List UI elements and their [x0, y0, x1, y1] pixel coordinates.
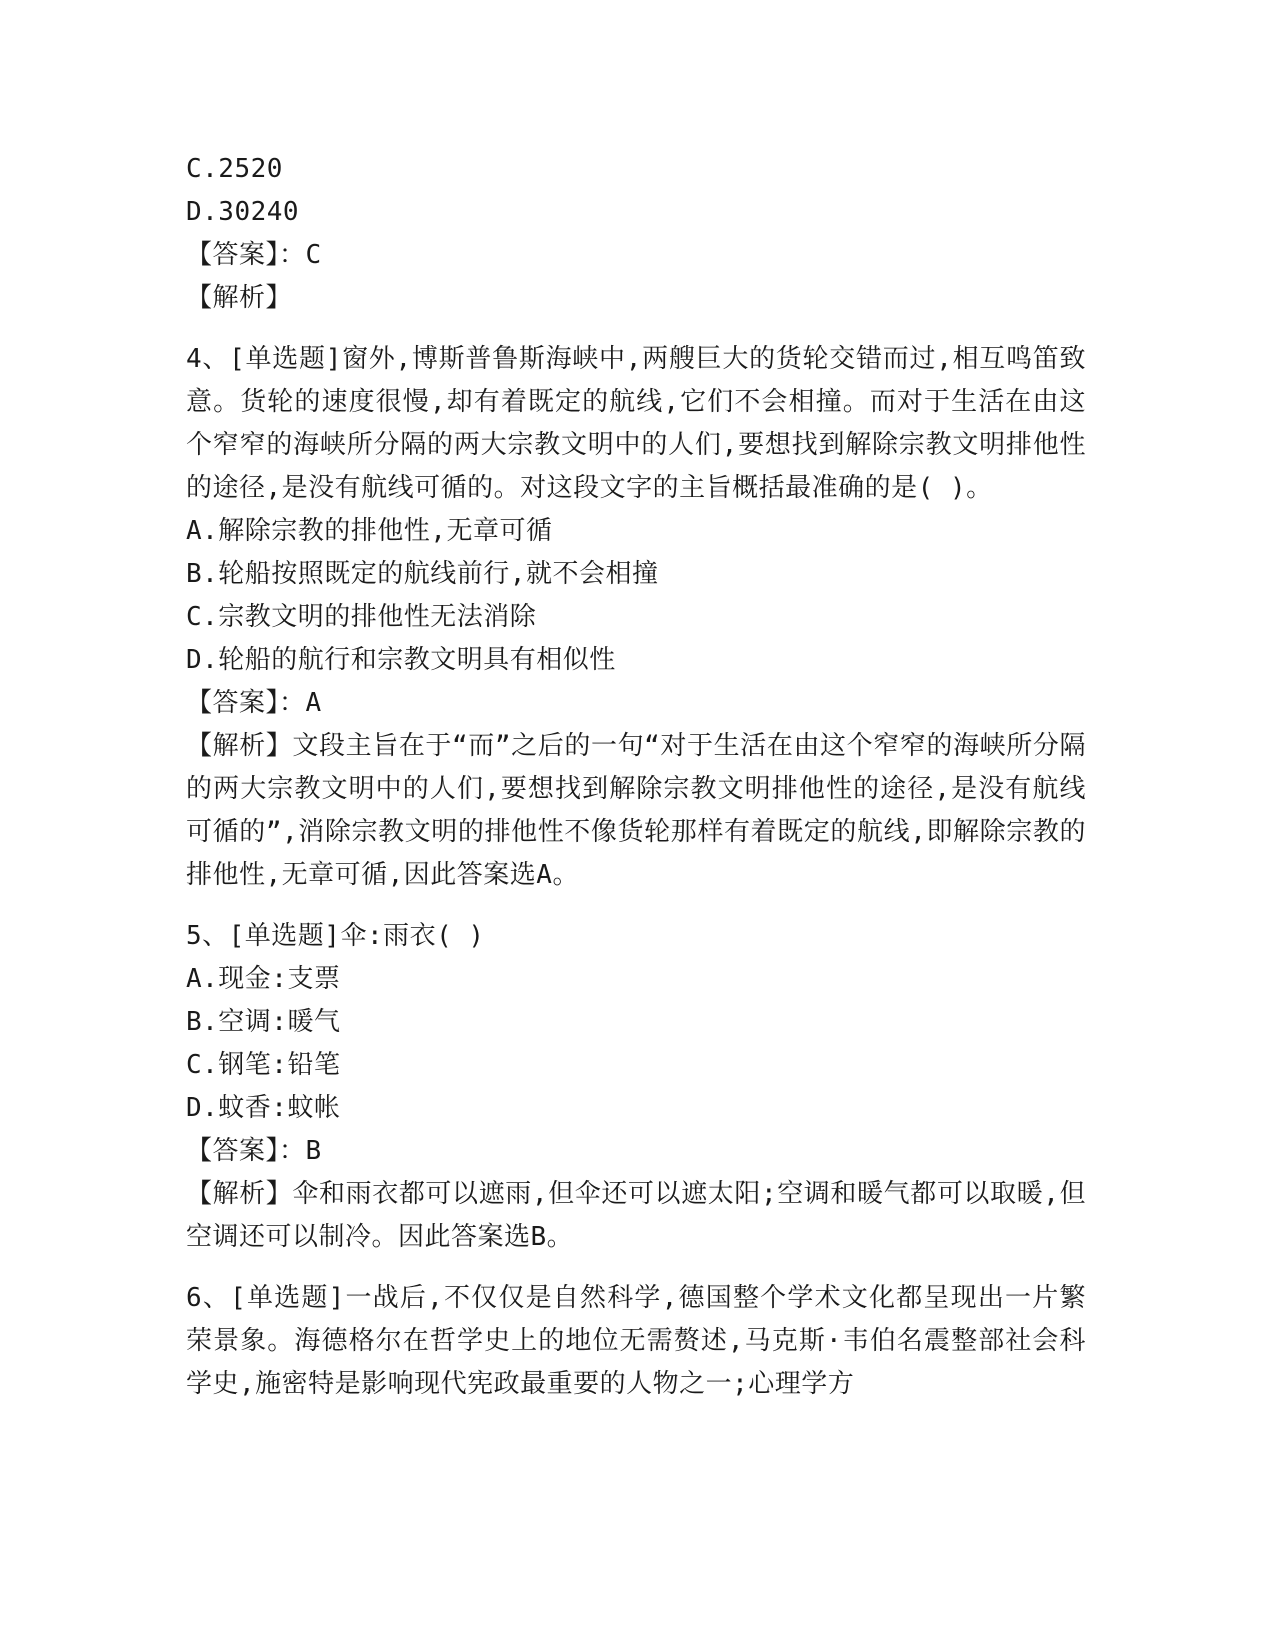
option-c: C.宗教文明的排他性无法消除 [186, 602, 537, 632]
question-stem: 6、[单选题]一战后,不仅仅是自然科学,德国整个学术文化都呈现出一片繁荣景象。海德格尔在哲学史上的地位无需赘述,马克斯·韦伯名震整部社会科学史,施密特是影响现代宪政最重要的人物之一;心理学方 [186, 1283, 1086, 1399]
question-stem: 4、[单选题]窗外,博斯普鲁斯海峡中,两艘巨大的货轮交错而过,相互鸣笛致意。货轮的速度很慢,却有着既定的航线,它们不会相撞。而对于生活在由这个窄窄的海峡所分隔的两大宗教文明中的人们,要想找到解除宗教文明排他性的途径,是没有航线可循的。对这段文字的主旨概括最准确的是( )。 [186, 344, 1086, 503]
option-b: B.轮船按照既定的航线前行,就不会相撞 [186, 559, 659, 589]
option-d: D.30240 [186, 197, 300, 227]
option-c: C.2520 [186, 154, 283, 184]
question-5 [186, 915, 1086, 1259]
option-d: D.轮船的航行和宗教文明具有相似性 [186, 645, 616, 675]
question-4 [186, 338, 1086, 897]
question-gap [186, 897, 1086, 915]
answer-line: 【答案】：C [186, 240, 322, 270]
analysis-paragraph: 【解析】文段主旨在于“而”之后的一句“对于生活在由这个窄窄的海峡所分隔的两大宗教文明中的人们,要想找到解除宗教文明排他性的途径,是没有航线可循的”,消除宗教文明的排他性不像货轮那样有着既定的航线,即解除宗教的排他性,无章可循,因此答案选A。 [186, 731, 1086, 890]
option-a: A.现金:支票 [186, 964, 341, 994]
option-d: D.蚊香:蚊帐 [186, 1093, 341, 1123]
question-stem: 5、[单选题]伞:雨衣( ) [186, 921, 485, 951]
option-a: A.解除宗教的排他性,无章可循 [186, 516, 553, 546]
question-6 [186, 1277, 1086, 1406]
analysis-line: 【解析】 [186, 283, 293, 313]
question-3-tail [186, 148, 1086, 320]
answer-line: 【答案】：A [186, 688, 322, 718]
question-gap [186, 1259, 1086, 1277]
option-b: B.空调:暖气 [186, 1007, 341, 1037]
option-c: C.钢笔:铅笔 [186, 1050, 341, 1080]
answer-line: 【答案】：B [186, 1136, 322, 1166]
analysis-paragraph: 【解析】伞和雨衣都可以遮雨,但伞还可以遮太阳;空调和暖气都可以取暖,但空调还可以制冷。因此答案选B。 [186, 1179, 1086, 1252]
document-body [186, 148, 1086, 1406]
question-gap [186, 320, 1086, 338]
